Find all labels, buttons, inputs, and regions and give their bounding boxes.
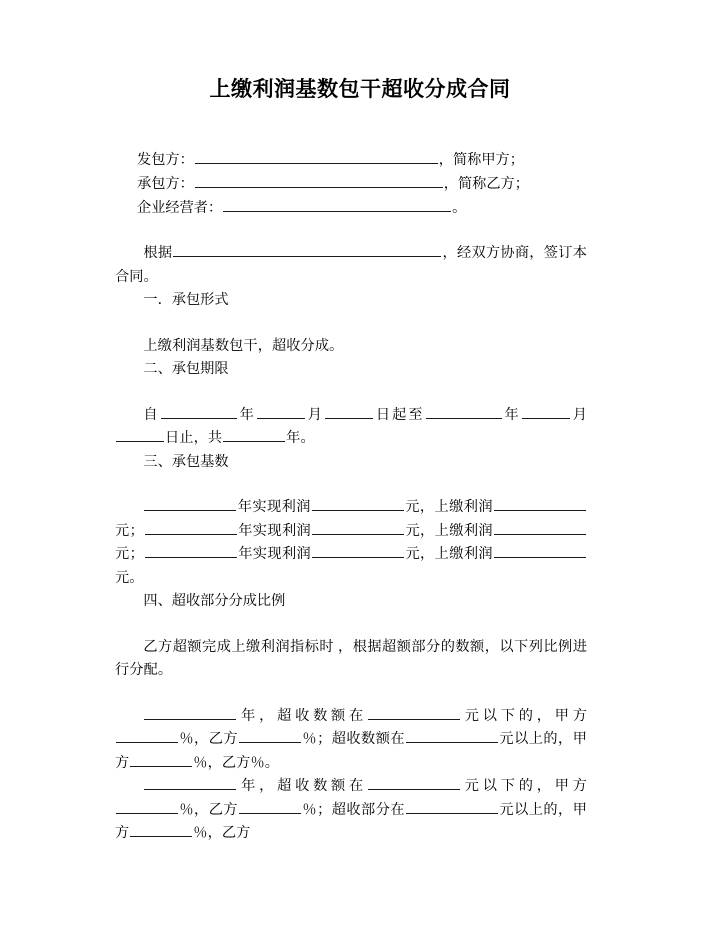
operator-label: 企业经营者： (137, 200, 223, 216)
section-heading-1: 一．承包形式 (143, 292, 229, 308)
ratio2-below-amount-blank[interactable] (368, 775, 460, 790)
basis-p7: 年实现利润 (237, 546, 312, 562)
contractor-blank[interactable] (195, 173, 443, 188)
ratio1-p3: ％，乙方 (179, 731, 239, 747)
ratio2-above-amount-blank[interactable] (406, 799, 498, 814)
basis-year-1-blank[interactable] (144, 496, 236, 511)
ratio1-party-b-below-blank[interactable] (239, 728, 301, 743)
ratio2-party-b-below-blank[interactable] (239, 799, 301, 814)
basis-remit-3-blank[interactable] (494, 543, 586, 558)
end-year-blank[interactable] (426, 404, 502, 419)
ratio2-party-a-below-blank[interactable] (116, 799, 178, 814)
employer-label: 发包方： (137, 152, 194, 168)
ratio1-year-blank[interactable] (144, 705, 236, 720)
section-heading-2: 二、承包期限 (143, 361, 229, 377)
employer-suffix: ，简称甲方； (438, 152, 524, 168)
date-p8: 年。 (286, 430, 315, 446)
section-body-2-date-line (115, 404, 587, 451)
party-line-employer (115, 148, 587, 172)
basis-profit-1-blank[interactable] (312, 496, 404, 511)
contractor-suffix: ，简称乙方； (443, 176, 529, 192)
preamble-lead: 根据 (143, 245, 173, 261)
date-p7: 日止，共 (165, 430, 223, 446)
preamble-paragraph (115, 242, 587, 289)
section-heading-4: 四、超收部分分成比例 (143, 593, 286, 609)
basis-p1: 年实现利润 (237, 499, 311, 515)
date-p3: 月 (305, 406, 324, 423)
operator-suffix: 。 (452, 200, 467, 216)
section-heading-3: 三、承包基数 (143, 453, 229, 470)
start-day-blank[interactable] (325, 404, 373, 419)
ratio-line-2 (115, 775, 587, 846)
ratio1-p1: 年，超收数额在 (237, 707, 368, 724)
parties-block (115, 148, 587, 220)
ratio1-p7: ％。 (250, 754, 280, 771)
ratio-line-1 (115, 705, 587, 776)
ratio1-party-a-below-blank[interactable] (116, 728, 178, 743)
ratio1-p4: ％；超收数额在 (302, 731, 406, 747)
basis-profit-3-blank[interactable] (312, 543, 404, 558)
employer-blank[interactable] (195, 149, 438, 164)
basis-p2: 元，上缴利润 (404, 499, 493, 515)
start-month-blank[interactable] (257, 404, 305, 419)
party-line-operator (115, 196, 587, 220)
end-day-blank[interactable] (116, 427, 164, 442)
basis-p4: 年实现利润 (237, 522, 312, 539)
date-p2: 年 (237, 406, 256, 423)
document-body (115, 148, 587, 846)
preamble-blank[interactable] (173, 242, 441, 257)
date-p6: 月 (570, 406, 587, 423)
ratio1-above-amount-blank[interactable] (406, 728, 498, 743)
basis-p6: 元； (115, 546, 144, 562)
party-line-contractor (115, 172, 587, 196)
date-p1: 自 (143, 406, 160, 423)
end-month-blank[interactable] (522, 404, 570, 419)
ratio2-p2: 元以下的，甲方 (461, 778, 587, 794)
ratio1-p6: ％，乙方 (193, 754, 251, 771)
basis-remit-2-blank[interactable] (494, 520, 586, 535)
page-title: 上缴利润基数包干超收分成合同 (209, 78, 511, 101)
basis-p9: 元。 (115, 569, 144, 586)
ratio1-p5: 元以上的，甲方 (115, 731, 587, 771)
start-year-blank[interactable] (161, 404, 237, 419)
section-body-3-basis-line (115, 496, 587, 590)
contractor-label: 承包方： (137, 176, 194, 192)
basis-p8: 元，上缴利润 (405, 546, 493, 562)
basis-remit-1-blank[interactable] (494, 496, 586, 511)
ratio1-p2: 元以下的，甲方 (461, 707, 587, 724)
ratio2-year-blank[interactable] (144, 775, 236, 790)
ratio2-party-a-above-blank[interactable] (130, 822, 192, 837)
section-body-1: 上缴利润基数包干，超收分成。 (143, 337, 344, 354)
date-p5: 年 (502, 406, 521, 423)
basis-year-2-blank[interactable] (145, 520, 237, 535)
ratio2-p3: ％，乙方 (179, 801, 239, 818)
ratio1-party-a-above-blank[interactable] (130, 752, 192, 767)
basis-p3: 元； (115, 522, 144, 539)
preamble-tail: ，经双方协商，签订本合同。 (115, 245, 587, 285)
ratio2-p1: 年，超收数额在 (237, 778, 368, 794)
section-body-4-intro: 乙方超额完成上缴利润指标时 ，根据超额部分的数额，以下列比例进行分配。 (115, 638, 587, 678)
basis-p5: 元，上缴利润 (405, 522, 493, 539)
ratio2-p5: 元以上的，甲方 (115, 801, 587, 841)
total-years-blank[interactable] (223, 427, 285, 442)
ratio2-p4: ％；超收部分在 (302, 801, 406, 818)
ratio2-p6: ％，乙方 (193, 825, 251, 841)
ratio1-below-amount-blank[interactable] (368, 705, 460, 720)
basis-profit-2-blank[interactable] (312, 520, 404, 535)
basis-year-3-blank[interactable] (145, 543, 237, 558)
operator-blank[interactable] (223, 197, 451, 212)
date-p4: 日起至 (373, 406, 425, 423)
